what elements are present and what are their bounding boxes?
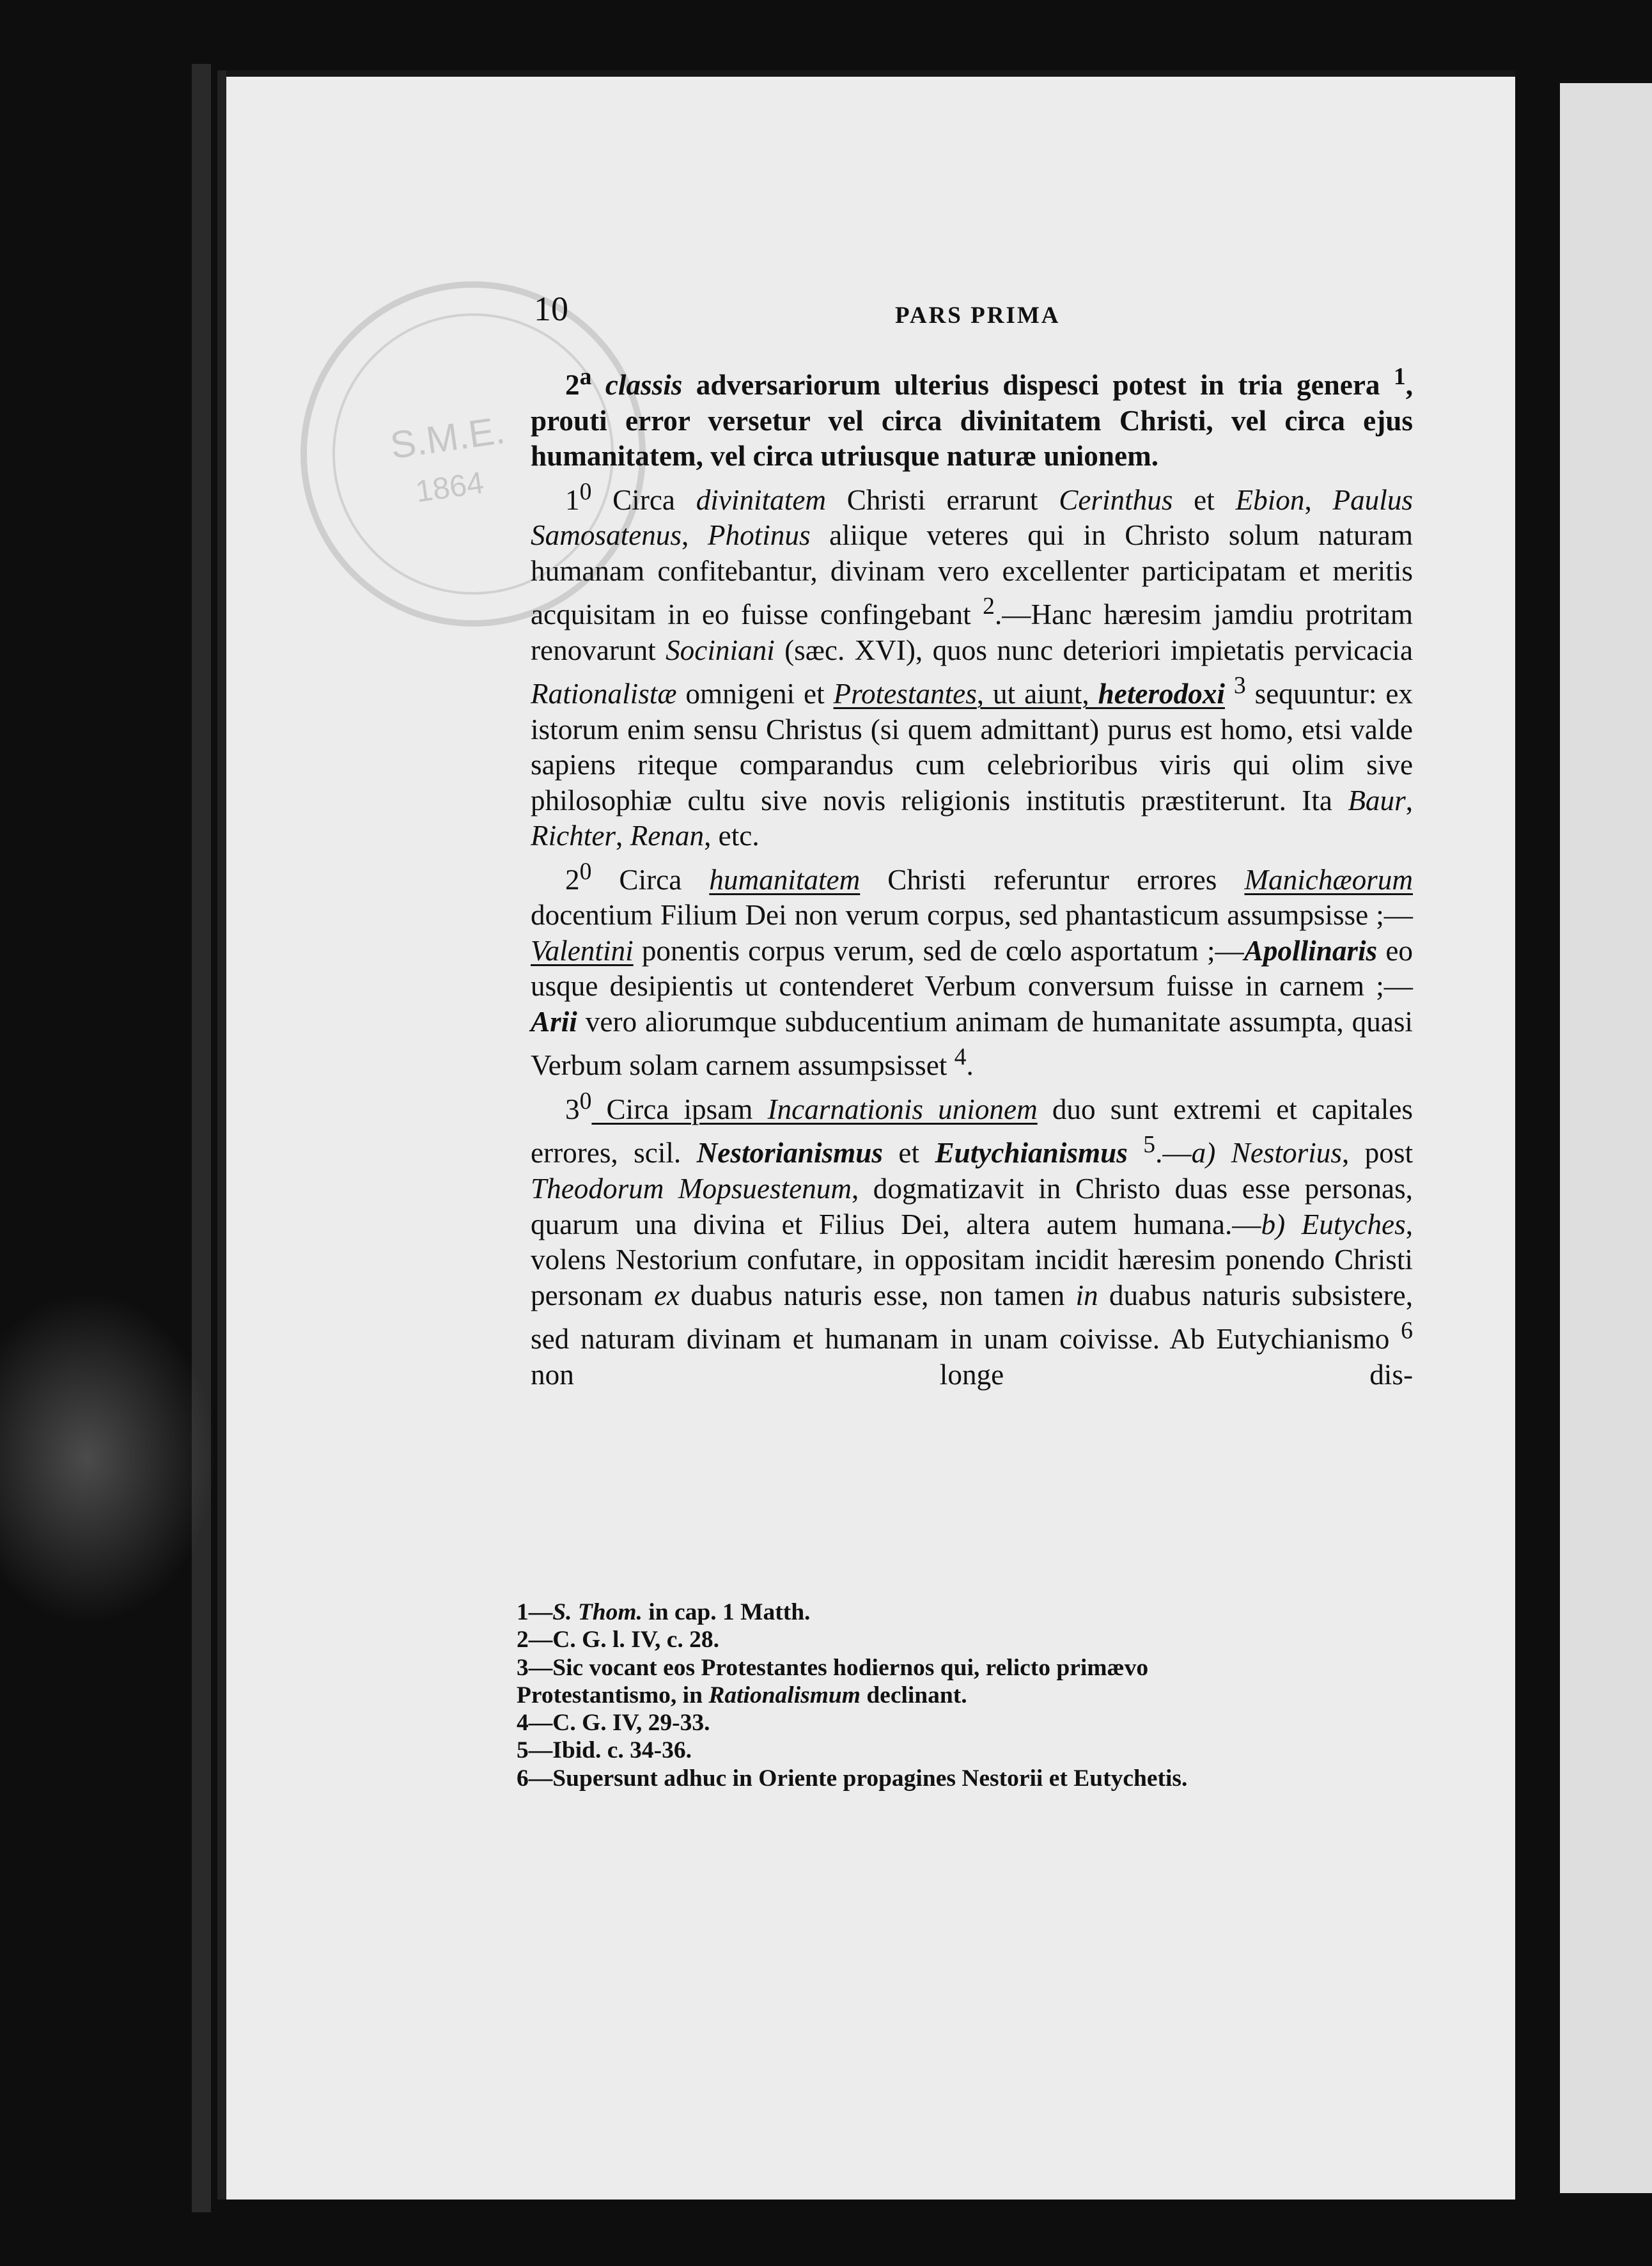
footnote-2: 2—C. G. l. IV, c. 28. [517, 1627, 720, 1653]
page-header [534, 289, 1426, 334]
paragraph-classis: 2$^a$ classis adversariorum ulterius dispesci potest in tria genera $^1$, prouti error versetur vel circa divinitatem Christi, vel circa ejus humanitatem, vel circa utriusque naturæ unionem. [531, 363, 1413, 473]
main-text [531, 359, 1413, 1393]
footnote-6: 6—Supersunt adhuc in Oriente propagines Nestorii et Eutychetis. [517, 1765, 1188, 1792]
footnote-1: 1—S. Thom. in cap. 1 Matth. [517, 1599, 811, 1625]
facing-page-edge [1560, 83, 1652, 2193]
library-stamp-year: 1864 [413, 465, 486, 510]
footnote-5: 5—Ibid. c. 34-36. [517, 1737, 692, 1764]
library-stamp-text: S.M.E. [387, 408, 508, 467]
paragraph-humanitatem: $2^0$ Circa humanitatem Christi referuntur errores Manichæorum docentium Filium Dei non verum corpus, sed phantasticum assumpsisse ;—Valentini ponentis corpus verum, sed de cœlo asportatum ;—Apollinaris eo usque desipientis ut contenderet Verbum conversum fuisse in carnem ;—Arii vero aliorumque subducentium animam de humanitate assumpta, quasi Verbum solam carnem assumpsisset $^4$. [531, 857, 1413, 1082]
paragraph-divinitatem: $1^0$ Circa divinitatem Christi errarunt Cerinthus et Ebion, Paulus Samosatenus, Photinus aliique veteres qui in Christo solum naturam humanam confitebantur, divinam vero excellenter participatam et meritis acquisitam in eo fuisse confingebant $^2$.—Hanc hæresim jamdiu protritam renovarunt Sociniani (sæc. XVI), quos nunc deteriori impietatis pervicacia Rationalistæ omnigeni et Protestantes, ut aiunt, heterodoxi $^3$ sequuntur: ex istorum enim sensu Christus (si quem admittant) purus est homo, etsi valde sapiens riteque comparandus cum celebrioribus viris qui olim sive philosophiæ cultu sive novis religionis institutis præstiterunt. Ita Baur, Richter, Renan, etc. [531, 478, 1414, 852]
footnote-3-continued: Protestantismo, in Rationalismum declinant. [517, 1682, 967, 1708]
scan-artifact [0, 1292, 217, 1624]
footnote-4: 4—C. G. IV, 29-33. [517, 1710, 710, 1737]
paragraph-unionem: $3^0$ Circa ipsam Incarnationis unionem duo sunt extremi et capitales errores, scil. Nestorianismus et Eutychianismus $^5$.—a) Nestorius, post Theodorum Mopsuestenum, dogmatizavit in Christo duas esse personas, quarum una divina et Filius Dei, altera autem humana.—b) Eutyches, volens Nestorium confutare, in oppositam incidit hæresim ponendo Christi personam ex duabus naturis esse, non tamen in duabus naturis subsistere, sed naturam divinam et humanam in unam coivisse. Ab Eutychianismo $^6$ non longe dis- [531, 1087, 1414, 1391]
footnotes [517, 1598, 1412, 1792]
running-head: PARS PRIMA [895, 302, 1061, 329]
page-number: 10 [534, 290, 568, 328]
book-binding-shadow [192, 64, 211, 2212]
footnote-3: 3—Sic vocant eos Protestantes hodiernos qui, relicto primævo [517, 1654, 1149, 1681]
